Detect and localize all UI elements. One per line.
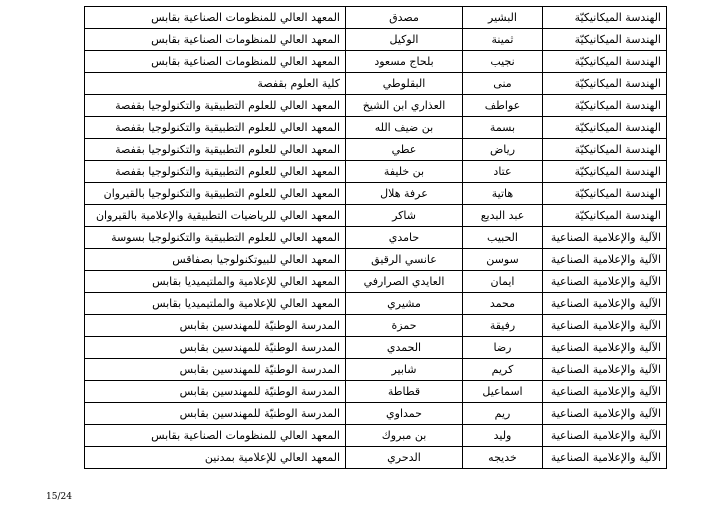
last-name-cell: حمزة: [346, 315, 463, 337]
last-name-cell: عطي: [346, 139, 463, 161]
table-row: [85, 293, 667, 315]
last-name-cell: البقلوطي: [346, 73, 463, 95]
institution-cell: المعهد العالي للإعلامية بمدنين: [85, 447, 346, 469]
specialty-cell: الهندسة الميكانيكيّة: [543, 161, 667, 183]
table-row: [85, 73, 667, 95]
last-name-cell: بلحاج مسعود: [346, 51, 463, 73]
specialty-cell: الآلية والإعلامية الصناعية: [543, 403, 667, 425]
table-row: [85, 359, 667, 381]
first-name-cell: رضا: [463, 337, 543, 359]
table-body: [85, 7, 667, 469]
institution-cell: المدرسة الوطنيّة للمهندسين بقابس: [85, 381, 346, 403]
last-name-cell: العايدي الصرارفي: [346, 271, 463, 293]
table-row: [85, 271, 667, 293]
specialty-cell: الآلية والإعلامية الصناعية: [543, 381, 667, 403]
first-name-cell: محمد: [463, 293, 543, 315]
personnel-table: [84, 6, 667, 469]
first-name-cell: ثمينة: [463, 29, 543, 51]
first-name-cell: وليد: [463, 425, 543, 447]
last-name-cell: مشيري: [346, 293, 463, 315]
specialty-cell: الآلية والإعلامية الصناعية: [543, 271, 667, 293]
first-name-cell: ريم: [463, 403, 543, 425]
first-name-cell: نجيب: [463, 51, 543, 73]
specialty-cell: الآلية والإعلامية الصناعية: [543, 447, 667, 469]
last-name-cell: عرفة هلال: [346, 183, 463, 205]
table-row: [85, 425, 667, 447]
specialty-cell: الآلية والإعلامية الصناعية: [543, 315, 667, 337]
institution-cell: المعهد العالي للإعلامية والملتيميديا بقابس: [85, 293, 346, 315]
first-name-cell: الحبيب: [463, 227, 543, 249]
first-name-cell: عبد البديع: [463, 205, 543, 227]
specialty-cell: الهندسة الميكانيكيّة: [543, 205, 667, 227]
table-row: [85, 51, 667, 73]
last-name-cell: حامدي: [346, 227, 463, 249]
specialty-cell: الهندسة الميكانيكيّة: [543, 73, 667, 95]
institution-cell: المدرسة الوطنيّة للمهندسين بقابس: [85, 359, 346, 381]
specialty-cell: الآلية والإعلامية الصناعية: [543, 249, 667, 271]
last-name-cell: بن ضيف الله: [346, 117, 463, 139]
specialty-cell: الآلية والإعلامية الصناعية: [543, 337, 667, 359]
institution-cell: المعهد العالي للعلوم التطبيقية والتكنولوجيا بقفصة: [85, 95, 346, 117]
first-name-cell: بسمة: [463, 117, 543, 139]
institution-cell: المعهد العالي للمنظومات الصناعية بقابس: [85, 51, 346, 73]
last-name-cell: حمداوي: [346, 403, 463, 425]
table-row: [85, 29, 667, 51]
institution-cell: المعهد العالي للعلوم التطبيقية والتكنولوجيا بالقيروان: [85, 183, 346, 205]
specialty-cell: الآلية والإعلامية الصناعية: [543, 425, 667, 447]
table-row: [85, 227, 667, 249]
institution-cell: المعهد العالي للرياضيات التطبيقية والإعلامية بالقيروان: [85, 205, 346, 227]
first-name-cell: عواطف: [463, 95, 543, 117]
specialty-cell: الهندسة الميكانيكيّة: [543, 29, 667, 51]
institution-cell: المعهد العالي للمنظومات الصناعية بقابس: [85, 425, 346, 447]
last-name-cell: شاكر: [346, 205, 463, 227]
first-name-cell: سوسن: [463, 249, 543, 271]
specialty-cell: الهندسة الميكانيكيّة: [543, 117, 667, 139]
last-name-cell: بن خليفة: [346, 161, 463, 183]
specialty-cell: الآلية والإعلامية الصناعية: [543, 227, 667, 249]
institution-cell: المعهد العالي للعلوم التطبيقية والتكنولوجيا بقفصة: [85, 117, 346, 139]
first-name-cell: هاتية: [463, 183, 543, 205]
first-name-cell: البشير: [463, 7, 543, 29]
table-row: [85, 205, 667, 227]
institution-cell: كلية العلوم بقفصة: [85, 73, 346, 95]
institution-cell: المدرسة الوطنيّة للمهندسين بقابس: [85, 403, 346, 425]
table-row: [85, 249, 667, 271]
first-name-cell: عتاد: [463, 161, 543, 183]
table-row: [85, 337, 667, 359]
last-name-cell: عانسي الرقيق: [346, 249, 463, 271]
last-name-cell: مصدق: [346, 7, 463, 29]
specialty-cell: الهندسة الميكانيكيّة: [543, 51, 667, 73]
last-name-cell: العذاري ابن الشيخ: [346, 95, 463, 117]
institution-cell: المعهد العالي للعلوم التطبيقية والتكنولوجيا بسوسة: [85, 227, 346, 249]
first-name-cell: كريم: [463, 359, 543, 381]
last-name-cell: الدحري: [346, 447, 463, 469]
table-row: [85, 381, 667, 403]
table-row: [85, 403, 667, 425]
institution-cell: المعهد العالي للمنظومات الصناعية بقابس: [85, 7, 346, 29]
last-name-cell: قطاطة: [346, 381, 463, 403]
table-row: [85, 117, 667, 139]
last-name-cell: الحمدي: [346, 337, 463, 359]
page-number: 15/24: [46, 492, 72, 502]
first-name-cell: ايمان: [463, 271, 543, 293]
table-row: [85, 95, 667, 117]
last-name-cell: الوكيل: [346, 29, 463, 51]
table-row: [85, 7, 667, 29]
specialty-cell: الهندسة الميكانيكيّة: [543, 7, 667, 29]
first-name-cell: خديجه: [463, 447, 543, 469]
institution-cell: المدرسة الوطنيّة للمهندسين بقابس: [85, 337, 346, 359]
specialty-cell: الهندسة الميكانيكيّة: [543, 139, 667, 161]
specialty-cell: الهندسة الميكانيكيّة: [543, 95, 667, 117]
institution-cell: المعهد العالي للمنظومات الصناعية بقابس: [85, 29, 346, 51]
first-name-cell: رياض: [463, 139, 543, 161]
table-row: [85, 183, 667, 205]
first-name-cell: اسماعيل: [463, 381, 543, 403]
table-row: [85, 161, 667, 183]
last-name-cell: شابير: [346, 359, 463, 381]
specialty-cell: الهندسة الميكانيكيّة: [543, 183, 667, 205]
first-name-cell: رفيقة: [463, 315, 543, 337]
institution-cell: المعهد العالي للبيوتكنولوجيا بصفاقس: [85, 249, 346, 271]
institution-cell: المعهد العالي للعلوم التطبيقية والتكنولوجيا بقفصة: [85, 161, 346, 183]
first-name-cell: منى: [463, 73, 543, 95]
specialty-cell: الآلية والإعلامية الصناعية: [543, 293, 667, 315]
institution-cell: المدرسة الوطنيّة للمهندسين بقابس: [85, 315, 346, 337]
table-row: [85, 139, 667, 161]
institution-cell: المعهد العالي للإعلامية والملتيميديا بقابس: [85, 271, 346, 293]
table-row: [85, 447, 667, 469]
specialty-cell: الآلية والإعلامية الصناعية: [543, 359, 667, 381]
last-name-cell: بن مبروك: [346, 425, 463, 447]
table-row: [85, 315, 667, 337]
institution-cell: المعهد العالي للعلوم التطبيقية والتكنولوجيا بقفصة: [85, 139, 346, 161]
